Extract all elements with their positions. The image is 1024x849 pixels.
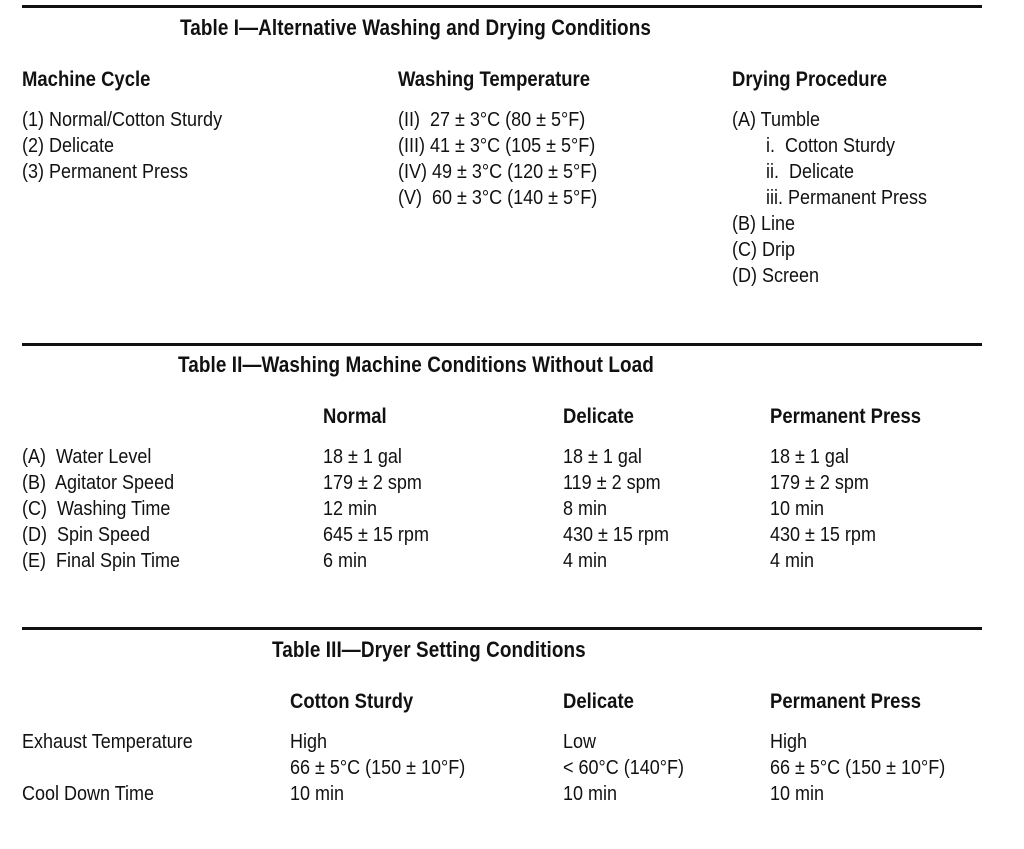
table2-header-delicate: Delicate — [563, 405, 634, 428]
drying-procedure-item: (C) Drip — [732, 239, 795, 261]
table2-cell: 179 ± 2 spm — [770, 472, 869, 494]
table2-cell: 10 min — [770, 498, 825, 520]
table2-row-label: (C) Washing Time — [22, 498, 171, 520]
table2-cell: 6 min — [323, 550, 368, 572]
table2-cell: 18 ± 1 gal — [770, 446, 849, 468]
table2-cell: 8 min — [563, 498, 608, 520]
table2-cell: 18 ± 1 gal — [563, 446, 642, 468]
table2-cell: 4 min — [770, 550, 815, 572]
table2-cell: 4 min — [563, 550, 608, 572]
drying-procedure-subitem: ii. Delicate — [766, 161, 855, 183]
table3-header-cotton-sturdy: Cotton Sturdy — [290, 690, 414, 713]
exhaust-value: 66 ± 5°C (150 ± 10°F) — [290, 757, 466, 779]
exhaust-value: 66 ± 5°C (150 ± 10°F) — [770, 757, 946, 779]
cool-down-value: 10 min — [563, 783, 618, 805]
table1-top-rule — [22, 5, 982, 8]
table1-header-drying-procedure: Drying Procedure — [732, 68, 888, 91]
table3-top-rule — [22, 627, 982, 630]
table2-title: Table II—Washing Machine Conditions Without Load — [178, 352, 654, 377]
exhaust-value: < 60°C (140°F) — [563, 757, 684, 779]
drying-procedure-tumble: (A) Tumble — [732, 109, 821, 131]
drying-procedure-item: (D) Screen — [732, 265, 820, 287]
exhaust-setting: Low — [563, 731, 597, 753]
table2-row-label: (A) Water Level — [22, 446, 152, 468]
table3-header-permanent-press: Permanent Press — [770, 690, 922, 713]
table2-cell: 430 ± 15 rpm — [770, 524, 876, 546]
table2-cell: 18 ± 1 gal — [323, 446, 402, 468]
washing-temperature-item: (V) 60 ± 3°C (140 ± 5°F) — [398, 187, 598, 209]
table2-cell: 179 ± 2 spm — [323, 472, 422, 494]
washing-temperature-item: (IV) 49 ± 3°C (120 ± 5°F) — [398, 161, 598, 183]
table2-cell: 645 ± 15 rpm — [323, 524, 429, 546]
exhaust-temperature-label: Exhaust Temperature — [22, 731, 193, 753]
washing-temperature-item: (III) 41 ± 3°C (105 ± 5°F) — [398, 135, 596, 157]
exhaust-setting: High — [770, 731, 808, 753]
machine-cycle-item: (1) Normal/Cotton Sturdy — [22, 109, 223, 131]
exhaust-setting: High — [290, 731, 328, 753]
table2-cell: 12 min — [323, 498, 378, 520]
cool-down-time-label: Cool Down Time — [22, 783, 155, 805]
table2-header-permanent-press: Permanent Press — [770, 405, 922, 428]
table2-cell: 119 ± 2 spm — [563, 472, 661, 494]
table3-header-delicate: Delicate — [563, 690, 634, 713]
table2-row-label: (D) Spin Speed — [22, 524, 151, 546]
cool-down-value: 10 min — [770, 783, 825, 805]
table2-cell: 430 ± 15 rpm — [563, 524, 669, 546]
drying-procedure-subitem: i. Cotton Sturdy — [766, 135, 896, 157]
table2-top-rule — [22, 343, 982, 346]
cool-down-value: 10 min — [290, 783, 345, 805]
washing-temperature-item: (II) 27 ± 3°C (80 ± 5°F) — [398, 109, 586, 131]
machine-cycle-item: (3) Permanent Press — [22, 161, 189, 183]
table1-title: Table I—Alternative Washing and Drying Conditions — [180, 15, 651, 40]
table3-title: Table III—Dryer Setting Conditions — [272, 637, 586, 662]
table2-header-normal: Normal — [323, 405, 387, 428]
table1-header-machine-cycle: Machine Cycle — [22, 68, 151, 91]
drying-procedure-subitem: iii. Permanent Press — [766, 187, 928, 209]
drying-procedure-item: (B) Line — [732, 213, 796, 235]
machine-cycle-item: (2) Delicate — [22, 135, 115, 157]
table2-row-label: (E) Final Spin Time — [22, 550, 181, 572]
table1-header-washing-temperature: Washing Temperature — [398, 68, 591, 91]
table2-row-label: (B) Agitator Speed — [22, 472, 175, 494]
